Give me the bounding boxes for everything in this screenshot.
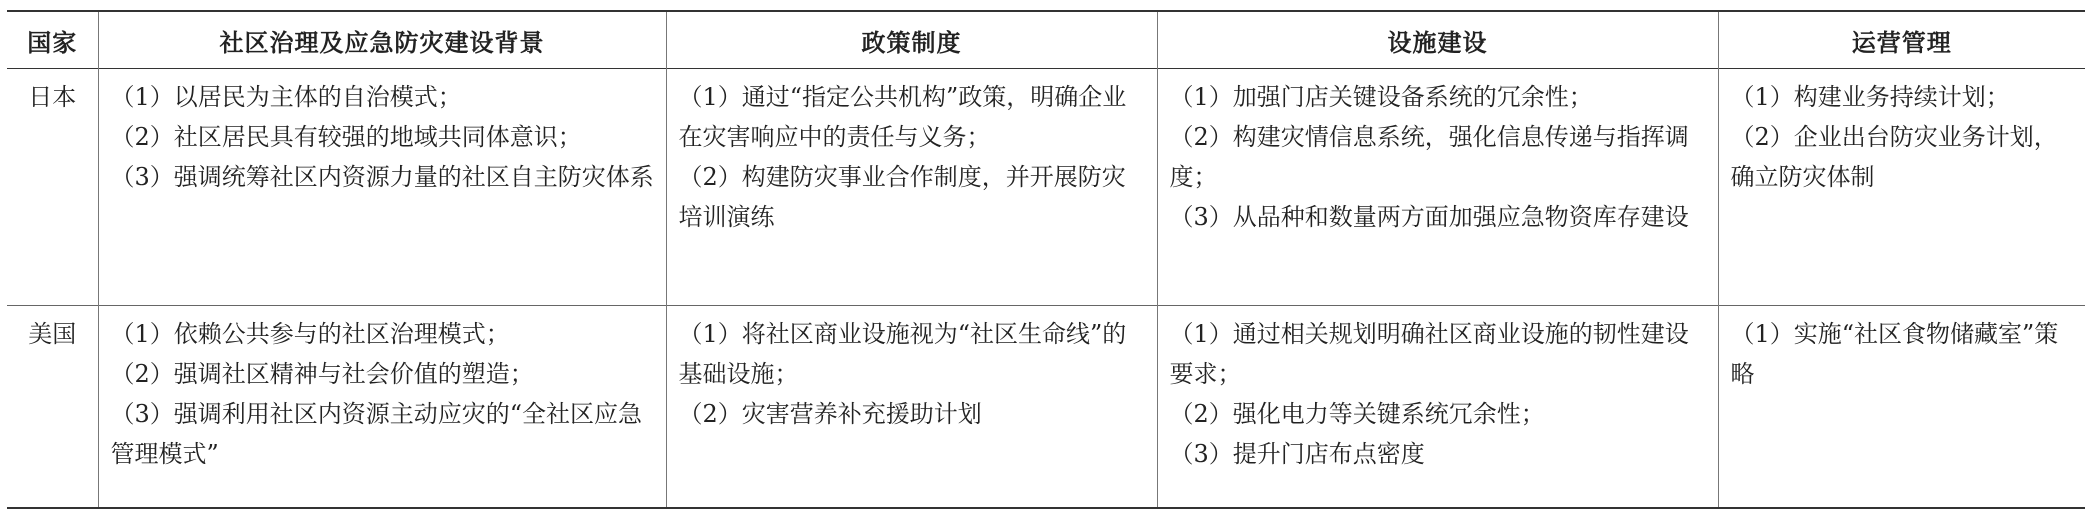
facility-item: （1）通过相关规划明确社区商业设施的韧性建设要求；	[1169, 320, 1689, 388]
cell-facility-japan	[1157, 69, 1718, 306]
background-item: （1）依赖公共参与的社区治理模式；	[110, 320, 510, 348]
cell-background-japan	[98, 69, 666, 306]
facility-item: （2）强化电力等关键系统冗余性；	[1169, 400, 1545, 428]
header-background: 社区治理及应急防灾建设背景	[98, 11, 666, 69]
comparison-table-container	[7, 10, 2085, 509]
header-row	[7, 11, 2085, 69]
facility-item: （2）构建灾情信息系统，强化信息传递与指挥调度；	[1169, 123, 1689, 191]
background-item: （1）以居民为主体的自治模式；	[110, 83, 462, 111]
table-row-japan	[7, 69, 2085, 306]
policy-item: （2）构建防灾事业合作制度，并开展防灾培训演练	[678, 163, 1126, 231]
cell-operations-usa	[1718, 306, 2085, 509]
operations-item: （2）企业出台防灾业务计划，确立防灾体制	[1730, 123, 2058, 191]
header-country: 国家	[7, 11, 98, 69]
cell-background-usa	[98, 306, 666, 509]
cell-policy-japan	[666, 69, 1157, 306]
cell-country-japan: 日本	[7, 69, 98, 306]
facility-item: （1）加强门店关键设备系统的冗余性；	[1169, 83, 1593, 111]
cell-operations-japan	[1718, 69, 2085, 306]
table-header	[7, 11, 2085, 69]
table-row-usa	[7, 306, 2085, 509]
policy-item: （2）灾害营养补充援助计划	[678, 400, 982, 428]
operations-item: （1）构建业务持续计划；	[1730, 83, 2010, 111]
background-item: （3）强调统筹社区内资源力量的社区自主防灾体系	[110, 163, 654, 191]
header-operations: 运营管理	[1718, 11, 2085, 69]
background-item: （2）强调社区精神与社会价值的塑造；	[110, 360, 534, 388]
comparison-table	[7, 10, 2085, 509]
cell-country-usa: 美国	[7, 306, 98, 509]
cell-facility-usa	[1157, 306, 1718, 509]
table-body	[7, 69, 2085, 509]
background-item: （3）强调利用社区内资源主动应灾的“全社区应急管理模式”	[110, 400, 643, 468]
header-policy: 政策制度	[666, 11, 1157, 69]
policy-item: （1）通过“指定公共机构”政策，明确企业在灾害响应中的责任与义务；	[678, 83, 1127, 151]
header-facility: 设施建设	[1157, 11, 1718, 69]
policy-item: （1）将社区商业设施视为“社区生命线”的基础设施；	[678, 320, 1127, 388]
background-item: （2）社区居民具有较强的地域共同体意识；	[110, 123, 582, 151]
cell-policy-usa	[666, 306, 1157, 509]
operations-item: （1）实施“社区食物储藏室”策略	[1730, 320, 2059, 388]
facility-item: （3）提升门店布点密度	[1169, 440, 1425, 468]
facility-item: （3）从品种和数量两方面加强应急物资库存建设	[1169, 203, 1689, 231]
